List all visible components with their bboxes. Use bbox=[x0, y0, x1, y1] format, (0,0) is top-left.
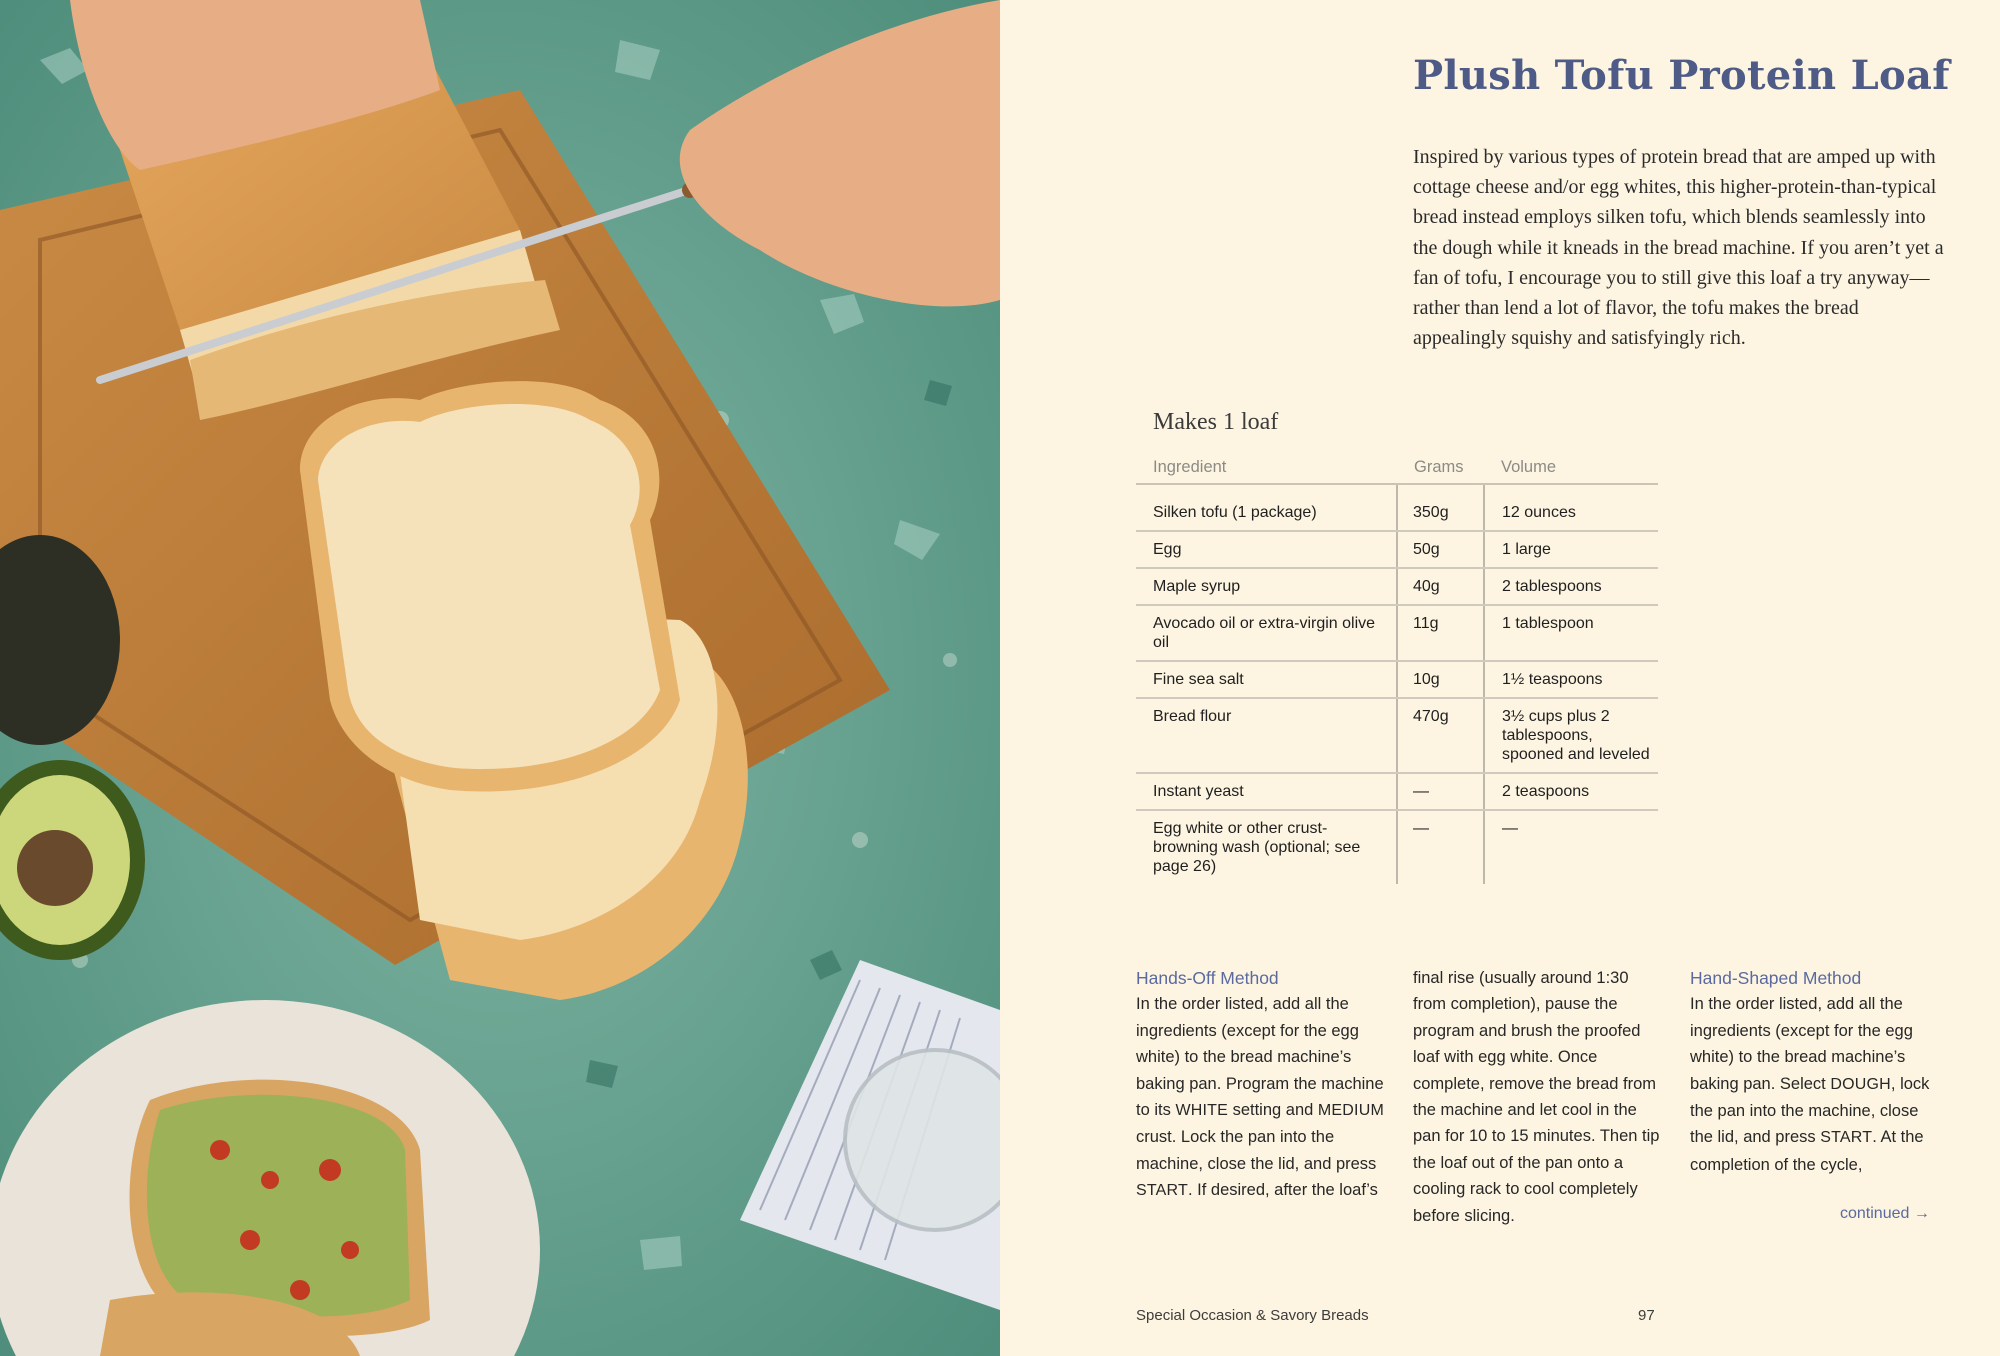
ingredient-volume: 12 ounces bbox=[1484, 484, 1658, 531]
table-header-row bbox=[1136, 452, 1658, 484]
recipe-title: Plush Tofu Protein Loaf bbox=[1413, 52, 1950, 99]
ingredient-volume: 1 large bbox=[1484, 531, 1658, 568]
table-row bbox=[1136, 698, 1658, 773]
ingredient-grams: — bbox=[1397, 773, 1484, 810]
header-grams: Grams bbox=[1397, 452, 1484, 484]
ingredient-grams: 11g bbox=[1397, 605, 1484, 661]
ingredient-grams: 50g bbox=[1397, 531, 1484, 568]
recipe-yield: Makes 1 loaf bbox=[1153, 409, 1279, 435]
ingredient-name: Egg bbox=[1136, 531, 1397, 568]
method-text: In the order listed, add all the ingredients (except for the egg white) to the bread machine’s baking pan. Program the machine to its bbox=[1136, 995, 1384, 1120]
method-text: In the order listed, add all the ingredients (except for the egg white) to the bread machine’s baking pan. Select bbox=[1690, 995, 1913, 1093]
ingredient-name: Maple syrup bbox=[1136, 568, 1397, 605]
ingredient-volume: 1 tablespoon bbox=[1484, 605, 1658, 661]
ingredient-name: Silken tofu (1 package) bbox=[1136, 484, 1397, 531]
table-row bbox=[1136, 661, 1658, 698]
ingredient-volume: 1½ teaspoons bbox=[1484, 661, 1658, 698]
ingredient-name: Fine sea salt bbox=[1136, 661, 1397, 698]
page-number: 97 bbox=[1638, 1307, 1655, 1324]
ingredient-grams: 470g bbox=[1397, 698, 1484, 773]
ingredient-volume: — bbox=[1502, 820, 1518, 837]
footer-section: Special Occasion & Savory Breads bbox=[1136, 1307, 1369, 1324]
ingredient-grams: 350g bbox=[1397, 484, 1484, 531]
table-row bbox=[1136, 484, 1658, 531]
ingredient-name: Egg white or other crust-browning wash (optional; see page 26) bbox=[1153, 820, 1361, 875]
method-text: . At the completion of the cycle, bbox=[1690, 1128, 1924, 1174]
recipe-page bbox=[1000, 0, 2000, 1356]
setting-keyword: START bbox=[1136, 1182, 1188, 1200]
ingredient-volume: 3½ cups plus 2 tablespoons, spooned and leveled bbox=[1484, 698, 1658, 773]
ingredient-volume: 2 tablespoons bbox=[1484, 568, 1658, 605]
hand-shaped-method-heading: Hand-Shaped Method bbox=[1690, 968, 1862, 988]
ingredient-grams: 10g bbox=[1397, 661, 1484, 698]
recipe-intro: Inspired by various types of protein bread that are amped up with cottage cheese and/or egg whites, this higher-protein-than-typical bread instead employs silken tofu, which blends seamlessly into the dough while it kneads in the bread machine. If you aren’t yet a fan of tofu, I encourage you to still give this loaf a try anyway—rather than lend a lot of flavor, the tofu makes the bread appealingly squishy and satisfyingly rich. bbox=[1413, 146, 1944, 350]
ingredient-grams: 40g bbox=[1397, 568, 1484, 605]
ingredient-grams: — bbox=[1397, 810, 1484, 884]
ingredient-volume: 2 teaspoons bbox=[1484, 773, 1658, 810]
hands-off-method-heading: Hands-Off Method bbox=[1136, 968, 1279, 988]
setting-keyword: MEDIUM bbox=[1317, 1102, 1384, 1120]
ingredient-table bbox=[1136, 452, 1658, 884]
setting-keyword: START bbox=[1820, 1129, 1873, 1147]
table-row bbox=[1136, 531, 1658, 568]
continued-link[interactable]: continued → bbox=[1840, 1205, 1930, 1222]
method-text: crust. Lock the pan into the machine, close the lid, and press bbox=[1136, 1128, 1377, 1173]
table-row bbox=[1136, 568, 1658, 605]
table-row bbox=[1136, 605, 1658, 661]
method-text: . If desired, after the loaf’s final rise (usually around 1:30 from completion), pause the program and brush the proofed loaf with egg white. Once complete, remove the bread from the machine and let cool in the pan for 10 to 15 minutes. Then tip the loaf out of the pan onto a cooling rack to cool completely before slicing. bbox=[1187, 969, 1660, 1225]
header-volume: Volume bbox=[1484, 452, 1658, 484]
table-row bbox=[1136, 773, 1658, 810]
table-row bbox=[1136, 810, 1658, 884]
method-column-1 bbox=[1136, 965, 1661, 1230]
setting-keyword: DOUGH bbox=[1830, 1075, 1891, 1093]
ingredient-name: Bread flour bbox=[1136, 698, 1397, 773]
method-text: , lock the pan into the machine, close the lid, and press bbox=[1690, 1074, 1930, 1147]
method-column-3 bbox=[1690, 965, 1938, 1178]
method-text: setting and bbox=[1227, 1101, 1318, 1120]
ingredient-name: Instant yeast bbox=[1136, 773, 1397, 810]
header-ingredient: Ingredient bbox=[1136, 452, 1397, 484]
setting-keyword: WHITE bbox=[1175, 1102, 1228, 1120]
ingredient-name: Avocado oil or extra-virgin olive oil bbox=[1136, 605, 1397, 661]
